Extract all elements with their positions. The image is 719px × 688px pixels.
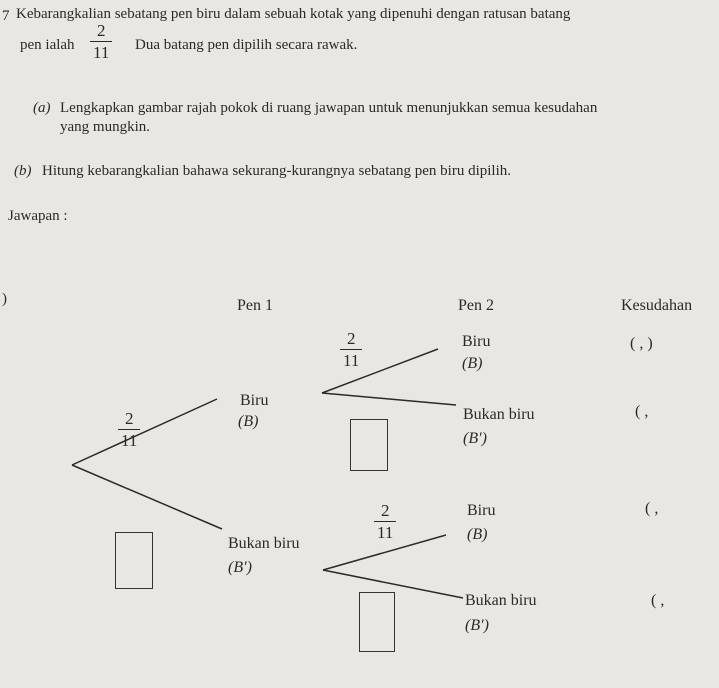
question-number: 7: [2, 8, 10, 24]
fraction-denominator: 11: [93, 43, 110, 62]
pen1-blue-label: Biru: [240, 392, 269, 409]
pen1-not-blue-symbol: (B′): [228, 559, 252, 576]
pen1-blue-probability: [118, 410, 140, 449]
question-intro-line1: Kebarangkalian sebatang pen biru dalam sebuah kotak yang dipenuhi dengan ratusan batang: [16, 6, 571, 22]
fraction-numerator: 2: [96, 21, 106, 40]
part-a-line2: yang mungkin.: [60, 119, 150, 135]
upper-blue-symbol: (B): [462, 355, 483, 372]
pen1-blue-symbol: (B): [238, 413, 259, 430]
branch-pen1-not-blue: [72, 465, 222, 529]
part-a-line1: Lengkapkan gambar rajah pokok di ruang jawapan untuk menunjukkan semua kesudahan: [60, 100, 598, 116]
header-pen2: Pen 2: [458, 297, 494, 314]
branch-pen1-blue: [72, 399, 217, 465]
lower-not-blue-label: Bukan biru: [465, 592, 537, 609]
outcome-2[interactable]: ( ,: [635, 403, 649, 420]
part-b-label: (b): [14, 163, 32, 179]
fraction-denominator: 11: [343, 351, 360, 370]
header-outcome: Kesudahan: [621, 297, 693, 314]
question-intro-prefix: pen ialah: [20, 37, 75, 53]
outcome-1[interactable]: ( , ): [630, 335, 653, 352]
outcome-4[interactable]: ( ,: [651, 592, 665, 609]
lower-blue-probability: [374, 502, 396, 541]
answer-label: Jawapan :: [8, 208, 68, 224]
question-intro-suffix: Dua batang pen dipilih secara rawak.: [135, 37, 358, 53]
upper-not-blue-symbol: (B′): [463, 430, 487, 447]
lower-blue-symbol: (B): [467, 526, 488, 543]
header-pen1: Pen 1: [237, 297, 273, 314]
fraction-numerator: 2: [346, 329, 356, 348]
fraction-numerator: 2: [380, 501, 390, 520]
fraction-denominator: 11: [377, 523, 394, 542]
outcome-3[interactable]: ( ,: [645, 500, 659, 517]
upper-not-blue-answer-box[interactable]: [350, 419, 388, 471]
fraction-bar: [340, 349, 362, 350]
pen1-not-blue-answer-box[interactable]: [115, 532, 153, 589]
pen1-not-blue-label: Bukan biru: [228, 535, 300, 552]
lower-not-blue-answer-box[interactable]: [359, 592, 395, 652]
branch-upper-not-blue: [322, 393, 456, 405]
part-b-text: Hitung kebarangkalian bahawa sekurang-kurangnya sebatang pen biru dipilih.: [42, 163, 512, 179]
part-a-label: (a): [33, 100, 51, 116]
part-marker: ): [2, 291, 7, 307]
upper-blue-label: Biru: [462, 333, 491, 350]
lower-not-blue-symbol: (B′): [465, 617, 489, 634]
lower-blue-label: Biru: [467, 502, 496, 519]
fraction-bar: [118, 429, 140, 430]
upper-blue-probability: [340, 330, 362, 369]
fraction-bar: [374, 521, 396, 522]
fraction-denominator: 11: [121, 431, 138, 450]
fraction-numerator: 2: [124, 409, 134, 428]
upper-not-blue-label: Bukan biru: [463, 406, 535, 423]
